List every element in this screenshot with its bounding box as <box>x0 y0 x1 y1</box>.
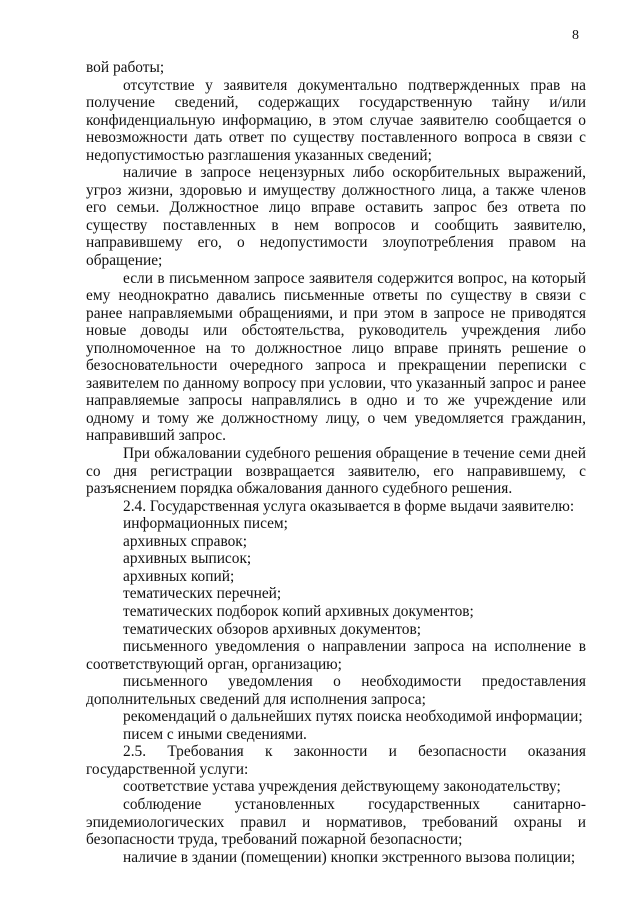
list-item: архивных справок; <box>123 532 248 550</box>
list-item: рекомендаций о дальнейших путях поиска необходимой информации; <box>123 708 583 726</box>
list-item: письменного уведомления о необходимости предоставления дополнительных сведений для исполнения запроса; <box>86 673 586 708</box>
paragraph: При обжаловании судебного решения обращение в течение семи дней со дня регистрации возвращается заявителю, его направившему, с разъяснением порядка обжалования данного судебного решения. <box>86 445 586 498</box>
paragraph: наличие в запросе нецензурных либо оскорбительных выражений, угроз жизни, здоровью и имуществу должностного лица, а также членов его семьи. Должностное лицо вправе оставить запрос без ответа по существу поставленных в нем вопросов и сообщить заявителю, направившему его, о недопустимости злоупотребления правом на обращение; <box>86 164 586 270</box>
paragraph: вой работы; <box>86 59 165 76</box>
list-item: архивных копий; <box>123 567 235 585</box>
list-item: тематических обзоров архивных документов; <box>123 620 422 638</box>
document-body <box>86 59 586 866</box>
list-item: писем с иными сведениями. <box>123 725 307 743</box>
section-heading: 2.4. Государственная услуга оказывается в форме выдачи заявителю: <box>123 497 575 515</box>
list-item: соблюдение установленных государственных санитарно-эпидемиологических правил и нормативов, требований охраны и безопасности труда, требований пожарной безопасности; <box>86 795 586 849</box>
page-number: 8 <box>572 28 579 43</box>
list-item: архивных выписок; <box>123 550 252 568</box>
section-heading: 2.5. Требования к законности и безопасности оказания государственной услуги: <box>86 743 586 778</box>
list-item: тематических подборок копий архивных документов; <box>123 602 474 620</box>
list-item: письменного уведомления о направлении запроса на исполнение в соответствующий орган, организацию; <box>86 638 586 673</box>
list-item: наличие в здании (помещении) кнопки экстренного вызова полиции; <box>123 848 576 866</box>
paragraph: если в письменном запросе заявителя содержится вопрос, на который ему неоднократно давались письменные ответы по существу в связи с ранее направляемыми обращениями, и при этом в запросе не приводятся новые доводы или обстоятельства, руководитель учреждения либо уполномоченное на то должностное лицо вправе принять решение о безосновательности очередного запроса и прекращении переписки с заявителем по данному вопросу при условии, что указанный запрос и ранее направляемые запросы направлялись в одно и то же учреждение или одному и тому же должностному лицу, о чем уведомляется гражданин, направивший запрос. <box>86 269 586 445</box>
list-item: тематических перечней; <box>123 585 282 603</box>
list-item: информационных писем; <box>123 515 288 533</box>
paragraph: отсутствие у заявителя документально подтвержденных прав на получение сведений, содержащих государственную тайну и/или конфиденциальную информацию, в этом случае заявителю сообщается о невозможности дать ответ по существу поставленного вопроса в связи с недопустимостью разглашения указанных сведений; <box>86 76 586 164</box>
list-item: соответствие устава учреждения действующему законодательству; <box>123 778 561 796</box>
